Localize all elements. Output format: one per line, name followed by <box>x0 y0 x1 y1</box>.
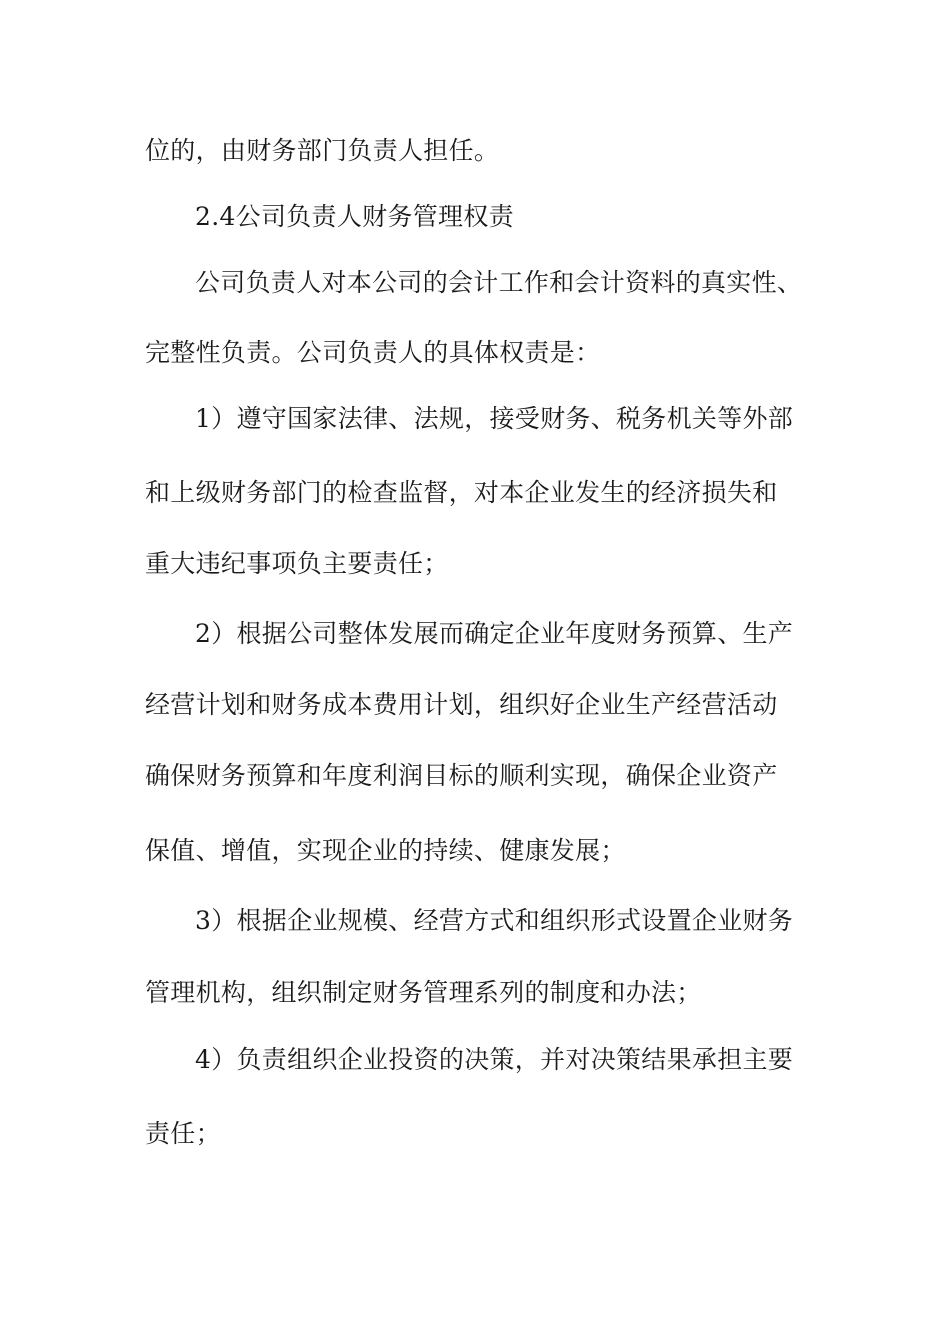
list-item-line: 管理机构，组织制定财务管理系列的制度和办法； <box>145 978 702 1007</box>
paragraph-line: 公司负责人对本公司的会计工作和会计资料的真实性、 <box>195 268 803 297</box>
list-item-line: 确保财务预算和年度利润目标的顺利实现，确保企业资产 <box>145 761 778 790</box>
list-item-line: 1）遵守国家法律、法规，接受财务、税务机关等外部 <box>195 404 794 433</box>
paragraph-line: 位的，由财务部门负责人担任。 <box>145 136 500 165</box>
paragraph-line: 完整性负责。公司负责人的具体权责是： <box>145 338 601 367</box>
list-item-line: 3）根据企业规模、经营方式和组织形式设置企业财务 <box>195 906 794 935</box>
list-item-line: 4）负责组织企业投资的决策，并对决策结果承担主要 <box>195 1045 794 1074</box>
list-item-line: 重大违纪事项负主要责任； <box>145 549 449 578</box>
list-item-line: 和上级财务部门的检查监督，对本企业发生的经济损失和 <box>145 478 778 507</box>
list-item-line: 保值、增值，实现企业的持续、健康发展； <box>145 836 626 865</box>
section-heading: 2.4公司负责人财务管理权责 <box>195 202 514 231</box>
list-item-line: 2）根据公司整体发展而确定企业年度财务预算、生产 <box>195 619 794 648</box>
list-item-line: 经营计划和财务成本费用计划，组织好企业生产经营活动 <box>145 690 778 719</box>
list-item-line: 责任； <box>145 1119 221 1148</box>
